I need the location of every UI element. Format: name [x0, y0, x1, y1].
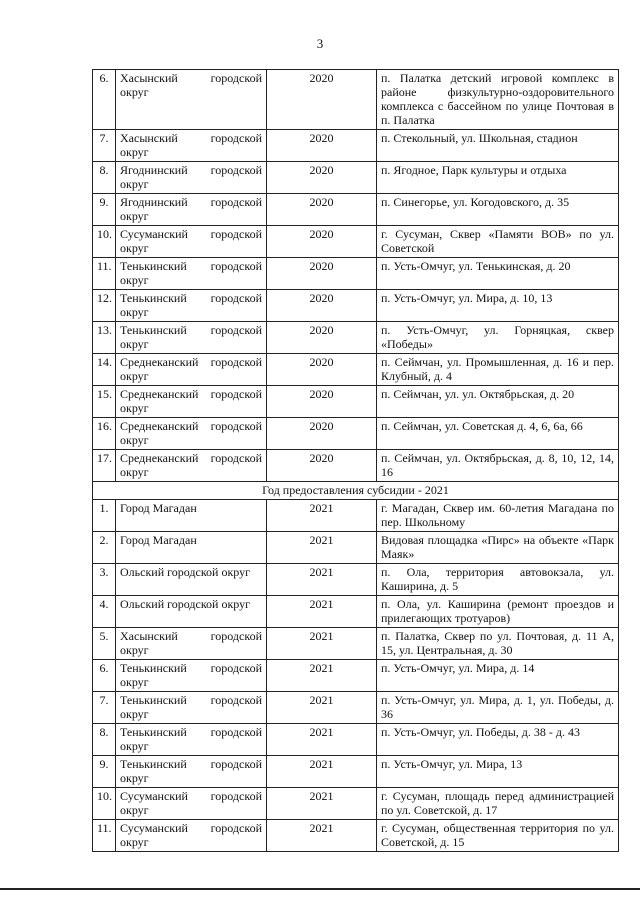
municipality-cell: [116, 386, 267, 418]
year-cell: 2021: [267, 692, 377, 724]
location-cell: п. Усть-Омчуг, ул. Мира, д. 1, ул. Победы, д. 36: [377, 692, 619, 724]
table-row: [93, 500, 619, 532]
row-number: 16.: [93, 418, 116, 450]
municipality-suffix: округ: [120, 177, 149, 191]
municipality-name: Хасынский: [120, 629, 178, 643]
municipality-suffix: округ: [120, 643, 149, 657]
municipality-name: Тенькинский: [120, 259, 187, 273]
municipality-name: Среднеканский: [120, 451, 199, 465]
row-number: 15.: [93, 386, 116, 418]
row-number: 1.: [93, 500, 116, 532]
row-number: 4.: [93, 596, 116, 628]
table-body: [93, 70, 619, 852]
municipality-suffix: округ: [120, 85, 149, 99]
table-row: [93, 290, 619, 322]
year-cell: 2020: [267, 354, 377, 386]
table-row: [93, 70, 619, 130]
municipality-name: Сусуманский: [120, 227, 188, 241]
municipality-cell: [116, 418, 267, 450]
row-number: 8.: [93, 724, 116, 756]
location-cell: п. Сеймчан, ул. ул. Октябрьская, д. 20: [377, 386, 619, 418]
municipality-type: городской: [210, 629, 262, 643]
location-cell: п. Палатка, Сквер по ул. Почтовая, д. 11 А, 15, ул. Центральная, д. 30: [377, 628, 619, 660]
municipality-cell: [116, 692, 267, 724]
municipality-suffix: округ: [120, 707, 149, 721]
year-cell: 2021: [267, 756, 377, 788]
row-number: 6.: [93, 660, 116, 692]
municipality-line: [120, 451, 262, 465]
municipality-suffix: округ: [120, 465, 149, 479]
municipality-type: городской: [210, 789, 262, 803]
municipality-cell: [116, 596, 267, 628]
municipality-line: [120, 355, 262, 369]
location-cell: п. Синегорье, ул. Когодовского, д. 35: [377, 194, 619, 226]
municipality-cell: [116, 756, 267, 788]
municipality-cell: [116, 226, 267, 258]
municipality-line: [120, 789, 262, 803]
year-cell: 2021: [267, 596, 377, 628]
municipality-name: Тенькинский: [120, 291, 187, 305]
municipality-name: Сусуманский: [120, 821, 188, 835]
year-cell: 2021: [267, 724, 377, 756]
municipality-suffix: округ: [120, 305, 149, 319]
municipality-cell: [116, 194, 267, 226]
year-cell: 2020: [267, 130, 377, 162]
municipality-name: Город Магадан: [120, 501, 197, 515]
row-number: 9.: [93, 756, 116, 788]
table-row: [93, 756, 619, 788]
municipality-cell: [116, 258, 267, 290]
municipality-type: городской: [210, 451, 262, 465]
municipality-line: [120, 131, 262, 145]
municipality-name: Город Магадан: [120, 533, 197, 547]
objects-table: [92, 69, 619, 852]
municipality-suffix: округ: [120, 145, 149, 159]
municipality-line: [120, 227, 262, 241]
table-row: [93, 162, 619, 194]
municipality-suffix: округ: [120, 739, 149, 753]
municipality-type: городской: [210, 163, 262, 177]
municipality-type: городской: [210, 227, 262, 241]
bottom-rule: [0, 888, 640, 890]
location-cell: Видовая площадка «Пирс» на объекте «Парк Маяк»: [377, 532, 619, 564]
municipality-line: [120, 757, 262, 771]
location-cell: г. Магадан, Сквер им. 60-летия Магадана по пер. Школьному: [377, 500, 619, 532]
row-number: 8.: [93, 162, 116, 194]
municipality-name: Тенькинский: [120, 323, 187, 337]
row-number: 2.: [93, 532, 116, 564]
municipality-type: городской: [210, 419, 262, 433]
municipality-line: [120, 259, 262, 273]
municipality-line: [120, 163, 262, 177]
municipality-type: городской: [210, 661, 262, 675]
location-cell: п. Усть-Омчуг, ул. Мира, 13: [377, 756, 619, 788]
location-cell: п. Сеймчан, ул. Советская д. 4, 6, 6а, 66: [377, 418, 619, 450]
location-cell: п. Ола, ул. Каширина (ремонт проездов и прилегающих тротуаров): [377, 596, 619, 628]
row-number: 12.: [93, 290, 116, 322]
municipality-suffix: округ: [120, 803, 149, 817]
municipality-name: Тенькинский: [120, 661, 187, 675]
location-cell: г. Сусуман, Сквер «Памяти ВОВ» по ул. Советской: [377, 226, 619, 258]
location-cell: п. Усть-Омчуг, ул. Тенькинская, д. 20: [377, 258, 619, 290]
year-cell: 2021: [267, 628, 377, 660]
year-cell: 2020: [267, 226, 377, 258]
municipality-name: Тенькинский: [120, 757, 187, 771]
table-row: [93, 692, 619, 724]
year-cell: 2021: [267, 788, 377, 820]
location-cell: п. Усть-Омчуг, ул. Мира, д. 10, 13: [377, 290, 619, 322]
municipality-name: Хасынский: [120, 131, 178, 145]
table-row: [93, 322, 619, 354]
municipality-name: Тенькинский: [120, 693, 187, 707]
municipality-type: городской: [210, 757, 262, 771]
table-row: [93, 820, 619, 852]
municipality-cell: [116, 532, 267, 564]
municipality-name: Среднеканский: [120, 387, 199, 401]
table-row: [93, 660, 619, 692]
section-header-row: [93, 482, 619, 500]
table-row: [93, 194, 619, 226]
location-cell: г. Сусуман, площадь перед администрацией по ул. Советской, д. 17: [377, 788, 619, 820]
table-row: [93, 788, 619, 820]
row-number: 7.: [93, 692, 116, 724]
municipality-name: Среднеканский: [120, 355, 199, 369]
year-cell: 2020: [267, 418, 377, 450]
year-cell: 2021: [267, 820, 377, 852]
municipality-cell: [116, 354, 267, 386]
municipality-cell: [116, 70, 267, 130]
location-cell: п. Ола, территория автовокзала, ул. Каширина, д. 5: [377, 564, 619, 596]
municipality-cell: [116, 660, 267, 692]
year-cell: 2020: [267, 194, 377, 226]
municipality-line: [120, 291, 262, 305]
year-cell: 2021: [267, 532, 377, 564]
municipality-suffix: округ: [120, 241, 149, 255]
location-cell: п. Усть-Омчуг, ул. Горняцкая, сквер «Победы»: [377, 322, 619, 354]
municipality-name: Тенькинский: [120, 725, 187, 739]
municipality-cell: [116, 322, 267, 354]
municipality-suffix: округ: [120, 433, 149, 447]
year-cell: 2021: [267, 660, 377, 692]
table-row: [93, 532, 619, 564]
municipality-type: городской: [210, 195, 262, 209]
municipality-cell: [116, 820, 267, 852]
municipality-type: городской: [210, 725, 262, 739]
table-row: [93, 418, 619, 450]
municipality-cell: [116, 500, 267, 532]
location-cell: п. Палатка детский игровой комплекс в районе физкультурно-оздоровительного комплекса с бассейном по улице Почтовая в п. Палатка: [377, 70, 619, 130]
row-number: 17.: [93, 450, 116, 482]
row-number: 3.: [93, 564, 116, 596]
municipality-cell: [116, 162, 267, 194]
year-cell: 2020: [267, 386, 377, 418]
table-row: [93, 724, 619, 756]
section-header: Год предоставления субсидии - 2021: [93, 482, 619, 500]
table-row: [93, 564, 619, 596]
municipality-line: [120, 195, 262, 209]
table-row: [93, 386, 619, 418]
row-number: 10.: [93, 788, 116, 820]
location-cell: п. Усть-Омчуг, ул. Мира, д. 14: [377, 660, 619, 692]
location-cell: п. Ягодное, Парк культуры и отдыха: [377, 162, 619, 194]
municipality-type: городской: [210, 323, 262, 337]
table-row: [93, 596, 619, 628]
municipality-cell: [116, 564, 267, 596]
municipality-cell: [116, 788, 267, 820]
municipality-suffix: округ: [120, 369, 149, 383]
municipality-type: городской: [210, 291, 262, 305]
year-cell: 2020: [267, 290, 377, 322]
municipality-line: [120, 821, 262, 835]
row-number: 11.: [93, 258, 116, 290]
municipality-line: [120, 323, 262, 337]
row-number: 13.: [93, 322, 116, 354]
municipality-name: Хасынский: [120, 71, 178, 85]
location-cell: п. Усть-Омчуг, ул. Победы, д. 38 - д. 43: [377, 724, 619, 756]
year-cell: 2021: [267, 500, 377, 532]
municipality-cell: [116, 130, 267, 162]
municipality-suffix: округ: [120, 337, 149, 351]
row-number: 9.: [93, 194, 116, 226]
location-cell: г. Сусуман, общественная территория по ул. Советской, д. 15: [377, 820, 619, 852]
row-number: 10.: [93, 226, 116, 258]
municipality-name: Ольский городской округ: [120, 565, 251, 579]
municipality-line: [120, 419, 262, 433]
year-cell: 2020: [267, 70, 377, 130]
location-cell: п. Стекольный, ул. Школьная, стадион: [377, 130, 619, 162]
municipality-line: [120, 661, 262, 675]
municipality-suffix: округ: [120, 771, 149, 785]
year-cell: 2020: [267, 322, 377, 354]
year-cell: 2020: [267, 162, 377, 194]
municipality-suffix: округ: [120, 401, 149, 415]
municipality-line: [120, 71, 262, 85]
row-number: 5.: [93, 628, 116, 660]
municipality-suffix: округ: [120, 273, 149, 287]
location-cell: п. Сеймчан, ул. Октябрьская, д. 8, 10, 12, 14, 16: [377, 450, 619, 482]
year-cell: 2021: [267, 564, 377, 596]
municipality-name: Ольский городской округ: [120, 597, 251, 611]
municipality-line: [120, 725, 262, 739]
year-cell: 2020: [267, 258, 377, 290]
municipality-line: [120, 629, 262, 643]
municipality-type: городской: [210, 71, 262, 85]
row-number: 14.: [93, 354, 116, 386]
municipality-type: городской: [210, 693, 262, 707]
table-row: [93, 450, 619, 482]
municipality-suffix: округ: [120, 209, 149, 223]
municipality-suffix: округ: [120, 675, 149, 689]
municipality-suffix: округ: [120, 835, 149, 849]
table-row: [93, 628, 619, 660]
row-number: 11.: [93, 820, 116, 852]
table-row: [93, 130, 619, 162]
table-row: [93, 258, 619, 290]
municipality-name: Ягоднинский: [120, 163, 188, 177]
row-number: 7.: [93, 130, 116, 162]
municipality-line: [120, 387, 262, 401]
municipality-line: [120, 693, 262, 707]
table-row: [93, 354, 619, 386]
municipality-name: Сусуманский: [120, 789, 188, 803]
municipality-type: городской: [210, 821, 262, 835]
municipality-name: Среднеканский: [120, 419, 199, 433]
municipality-type: городской: [210, 131, 262, 145]
row-number: 6.: [93, 70, 116, 130]
municipality-cell: [116, 724, 267, 756]
table-row: [93, 226, 619, 258]
location-cell: п. Сеймчан, ул. Промышленная, д. 16 и пер. Клубный, д. 4: [377, 354, 619, 386]
municipality-name: Ягоднинский: [120, 195, 188, 209]
municipality-cell: [116, 290, 267, 322]
municipality-type: городской: [210, 355, 262, 369]
year-cell: 2020: [267, 450, 377, 482]
municipality-cell: [116, 450, 267, 482]
page-number: 3: [316, 36, 324, 51]
municipality-type: городской: [210, 387, 262, 401]
municipality-cell: [116, 628, 267, 660]
municipality-type: городской: [210, 259, 262, 273]
